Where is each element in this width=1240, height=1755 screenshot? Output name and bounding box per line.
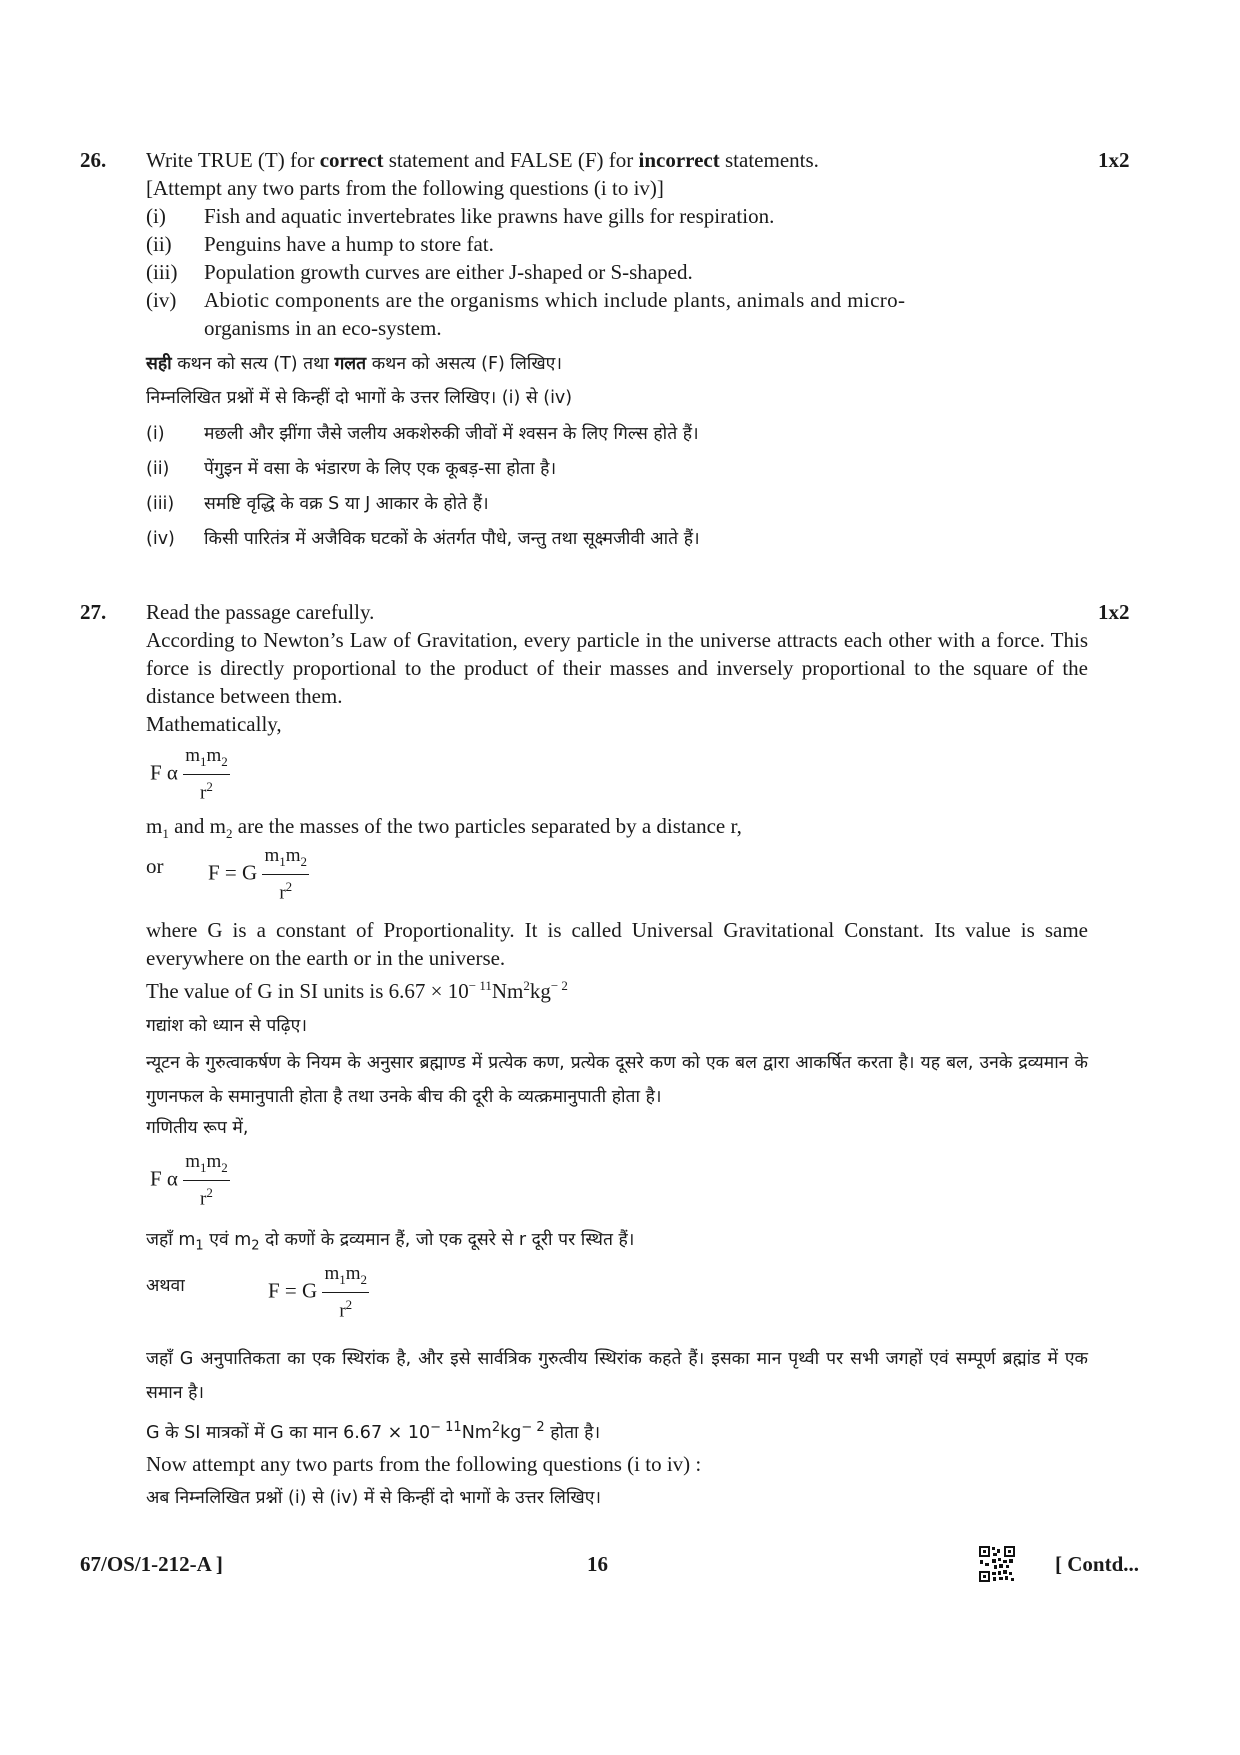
- continued-label: [ Contd...: [1055, 1552, 1140, 1576]
- formula-proportional-hi: F α $\frac{m_1m_2}{r^2}$: [150, 1151, 228, 1210]
- q26-item-en-cont: organisms in an eco-system.: [204, 316, 442, 340]
- q27-masses-hi: जहाँ $m_1$ एवं $m_2$ दो कणों के द्रव्यमान हैं, जो एक दूसरे से r दूरी पर स्थित हैं।: [146, 1230, 635, 1254]
- formula-equation: F = G $\frac{m_1m_2}{r^2}$: [208, 845, 308, 904]
- q27-attempt-hi: अब निम्नलिखित प्रश्नों (i) से (iv) में से किन्हीं दो भागों के उत्तर लिखिए।: [146, 1488, 602, 1508]
- question-number: 27.: [80, 600, 107, 624]
- q26-instruction-hi: सही कथन को सत्य (T) तथा गलत कथन को असत्य (F) लिखिए।: [146, 354, 562, 374]
- q27-attempt-en: Now attempt any two parts from the following questions (i to iv) :: [146, 1452, 702, 1476]
- q27-passage: According to Newton’s Law of Gravitation, every particle in the universe attracts each other with a force. This force is directly proportional to the product of their masses and inversely proportional to the square of the distance between them.: [146, 628, 1088, 708]
- fraction: $\frac{m_1m_2}{r^2}$: [264, 845, 308, 904]
- q26-item-hi: (ii) पेंगुइन में वसा के भंडारण के लिए एक कूबड़-सा होता है।: [146, 459, 557, 479]
- q26-item-en: (iv) Abiotic components are the organisms which include plants, animals and micro-: [146, 288, 906, 312]
- question-marks: 1x2: [1098, 148, 1130, 172]
- formula-equation-hi: F = G $\frac{m_1m_2}{r^2}$: [268, 1263, 368, 1322]
- q26-item-hi: (iv) किसी पारितंत्र में अजैविक घटकों के अंतर्गत पौधे, जन्तु तथा सूक्ष्मजीवी आते हैं।: [146, 529, 700, 549]
- q27-or: or: [146, 854, 164, 878]
- q26-item-hi: (iii) समष्टि वृद्धि के वक्र S या J आकार के होते हैं।: [146, 494, 489, 514]
- q27-masses: $m_1$ and $m_2$ are the masses of the two particles separated by a distance r,: [146, 814, 742, 842]
- q26-instruction: Write TRUE (T) for correct statement and FALSE (F) for incorrect statements.: [146, 148, 819, 172]
- q26-item-en: (i) Fish and aquatic invertebrates like prawns have gills for respiration.: [146, 204, 775, 228]
- q27-g-value: The value of G in SI units is $6.67 \times 10^{- 11}Nm^2kg^{- 2}$: [146, 978, 568, 1003]
- fraction: $\frac{m_1m_2}{r^2}$: [324, 1263, 368, 1322]
- q26-item-hi: (i) मछली और झींगा जैसे जलीय अकशेरुकी जीवों में श्वसन के लिए गिल्स होते हैं।: [146, 424, 699, 444]
- q26-item-en: (iii) Population growth curves are either J-shaped or S-shaped.: [146, 260, 693, 284]
- q27-read-hi: गद्यांश को ध्यान से पढ़िए।: [146, 1016, 307, 1036]
- q26-attempt: [Attempt any two parts from the following questions (i to iv)]: [146, 176, 664, 200]
- q27-mathematically: Mathematically,: [146, 712, 282, 736]
- q26-attempt-hi: निम्नलिखित प्रश्नों में से किन्हीं दो भागों के उत्तर लिखिए। (i) से (iv): [146, 388, 573, 408]
- fraction: $\frac{m_1m_2}{r^2}$: [185, 745, 228, 804]
- fraction: $\frac{m_1m_2}{r^2}$: [185, 1151, 228, 1210]
- paper-code: 67/OS/1-212-A ]: [80, 1552, 223, 1576]
- q27-where-g-hi: जहाँ G अनुपातिकता का एक स्थिरांक है, और इसे सार्वत्रिक गुरुत्वीय स्थिरांक कहते हैं। इसका मान पृथ्वी पर सभी जगहों एवं सम्पूर्ण ब्रह्मांड में एक समान है।: [146, 1349, 1088, 1403]
- q27-where-g: where G is a constant of Proportionality. It is called Universal Gravitational Constant. Its value is same everywhere on the earth or in the universe.: [146, 918, 1088, 970]
- q27-mathematically-hi: गणितीय रूप में,: [146, 1118, 249, 1138]
- q27-passage-hi: न्यूटन के गुरुत्वाकर्षण के नियम के अनुसार ब्रह्माण्ड में प्रत्येक कण, प्रत्येक दूसरे कण को एक बल द्वारा आकर्षित करता है। यह बल, उनके द्रव्यमान के गुणनफल के समानुपाती होता है तथा उनके बीच की दूरी के व्यत्क्रमानुपाती होता है।: [146, 1053, 1088, 1107]
- page-number: 16: [587, 1552, 608, 1576]
- q27-or-hi: अथवा: [146, 1276, 185, 1296]
- q26-item-en: (ii) Penguins have a hump to store fat.: [146, 232, 494, 256]
- q27-read: Read the passage carefully.: [146, 600, 375, 624]
- question-number: 26.: [80, 148, 107, 172]
- question-marks: 1x2: [1098, 600, 1130, 624]
- qr-code-icon: [978, 1545, 1016, 1583]
- formula-proportional: F α $\frac{m_1m_2}{r^2}$: [150, 745, 228, 804]
- q27-g-value-hi: G के SI मात्रकों में G का मान $6.67 \times 10^{- 11}Nm^2kg^{- 2}$ होता है।: [146, 1420, 601, 1443]
